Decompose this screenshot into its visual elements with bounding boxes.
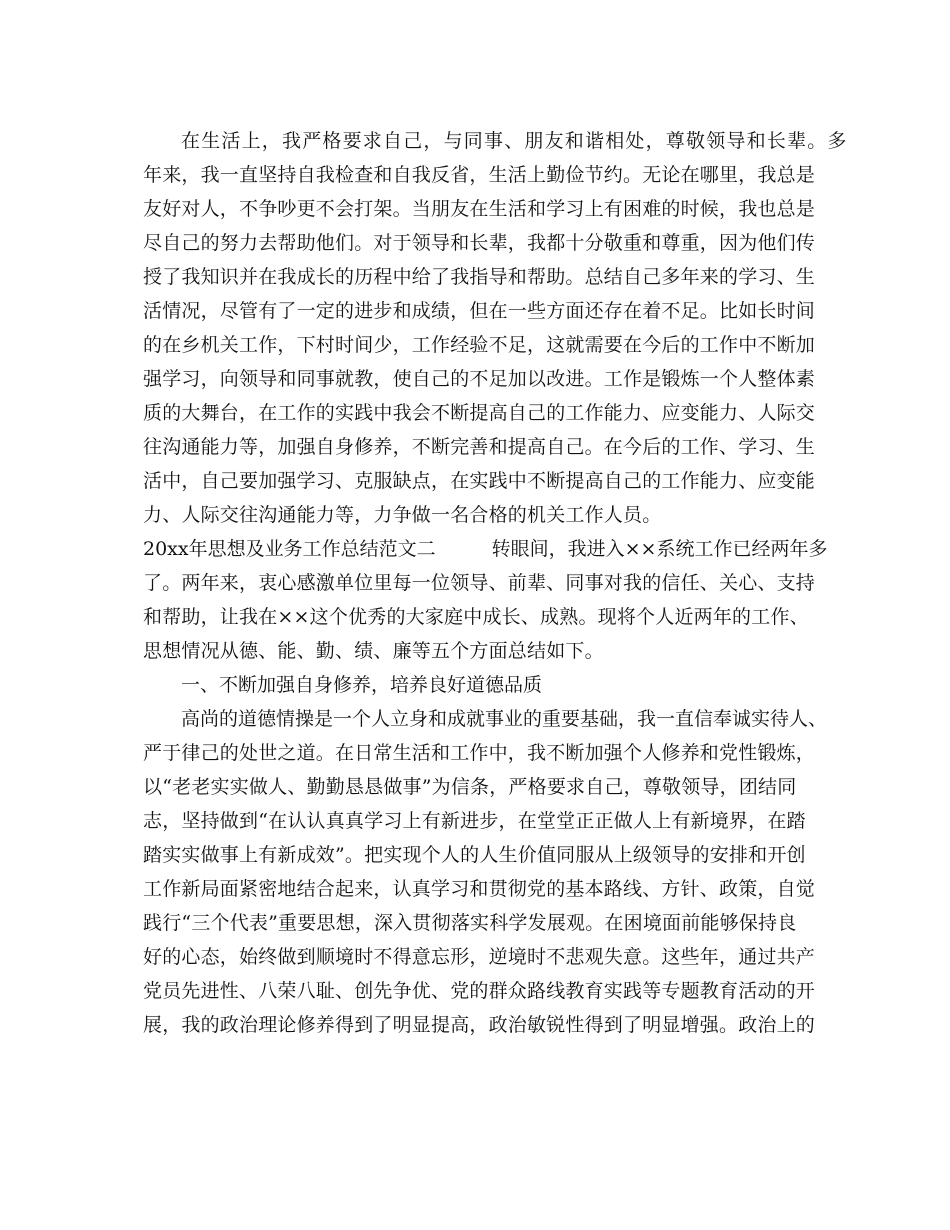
paragraph-line: 力、人际交往沟通能力等，力争做一名合格的机关工作人员。	[143, 504, 662, 526]
paragraph-line: 工作新局面紧密地结合起来，认真学习和贯彻党的基本路线、方针、政策，自觉	[143, 878, 816, 900]
paragraph-line: 党员先进性、八荣八耻、创先争优、党的群众路线教育实践等专题教育活动的开	[143, 980, 816, 1002]
paragraph-line: 活情况，尽管有了一定的进步和成绩，但在一些方面还存在着不足。比如长时间	[143, 300, 816, 322]
article-heading-line	[143, 532, 828, 566]
paragraph-line: 尽自己的努力去帮助他们。对于领导和长辈，我都十分敬重和尊重，因为他们传	[143, 232, 816, 254]
paragraph-line: 高尚的道德情操是一个人立身和成就事业的重要基础，我一直信奉诚实待人、	[181, 708, 828, 730]
paragraph-line: 往沟通能力等，加强自身修养，不断完善和提高自己。在今后的工作、学习、生	[143, 436, 816, 458]
paragraph-line: 好的心态，始终做到顺境时不得意忘形，逆境时不悲观失意。这些年，通过共产	[143, 946, 816, 968]
paragraph-line: 了。两年来，衷心感激单位里每一位领导、前辈、同事对我的信任、关心、支持	[143, 572, 816, 594]
document-page	[143, 124, 848, 1042]
paragraph-line: 的在乡机关工作，下村时间少，工作经验不足，这就需要在今后的工作中不断加	[143, 334, 816, 356]
paragraph-line: 以“老老实实做人、勤勤恳恳做事”为信条，严格要求自己，尊敬领导，团结同	[143, 776, 797, 798]
paragraph-line: 质的大舞台，在工作的实践中我会不断提高自己的工作能力、应变能力、人际交	[143, 402, 816, 424]
paragraph-line: 友好对人，不争吵更不会打架。当朋友在生活和学习上有困难的时候，我也总是	[143, 198, 816, 220]
paragraph-line: 志，坚持做到“在认认真真学习上有新进步，在堂堂正正做人上有新境界，在踏	[143, 810, 806, 832]
paragraph-start: 转眼间，我进入××系统工作已经两年多	[491, 538, 828, 560]
paragraph-line: 思想情况从德、能、勤、绩、廉等五个方面总结如下。	[143, 640, 604, 662]
paragraph-line: 和帮助，让我在××这个优秀的大家庭中成长、成熟。现将个人近两年的工作、	[143, 606, 809, 628]
section-heading: 一、不断加强自身修养，培养良好道德品质	[181, 674, 543, 696]
article-title: 20xx年思想及业务工作总结范文二	[143, 538, 436, 560]
paragraph-line: 践行“三个代表”重要思想，深入贯彻落实科学发展观。在困境面前能够保持良	[143, 912, 797, 934]
paragraph-line: 踏实实做事上有新成效”。把实现个人的人生价值同服从上级领导的安排和开创	[143, 844, 806, 866]
paragraph-line: 活中，自己要加强学习、克服缺点，在实践中不断提高自己的工作能力、应变能	[143, 470, 816, 492]
paragraph-line: 授了我知识并在我成长的历程中给了我指导和帮助。总结自己多年来的学习、生	[143, 266, 816, 288]
paragraph-line: 年来，我一直坚持自我检查和自我反省，生活上勤俭节约。无论在哪里，我总是	[143, 164, 816, 186]
paragraph-line: 展，我的政治理论修养得到了明显提高，政治敏锐性得到了明显增强。政治上的	[143, 1014, 816, 1036]
paragraph-line: 在生活上，我严格要求自己，与同事、朋友和谐相处，尊敬领导和长辈。多	[181, 130, 848, 152]
paragraph-line: 严于律己的处世之道。在日常生活和工作中，我不断加强个人修养和党性锻炼，	[143, 742, 816, 764]
paragraph-line: 强学习，向领导和同事就教，使自己的不足加以改进。工作是锻炼一个人整体素	[143, 368, 816, 390]
